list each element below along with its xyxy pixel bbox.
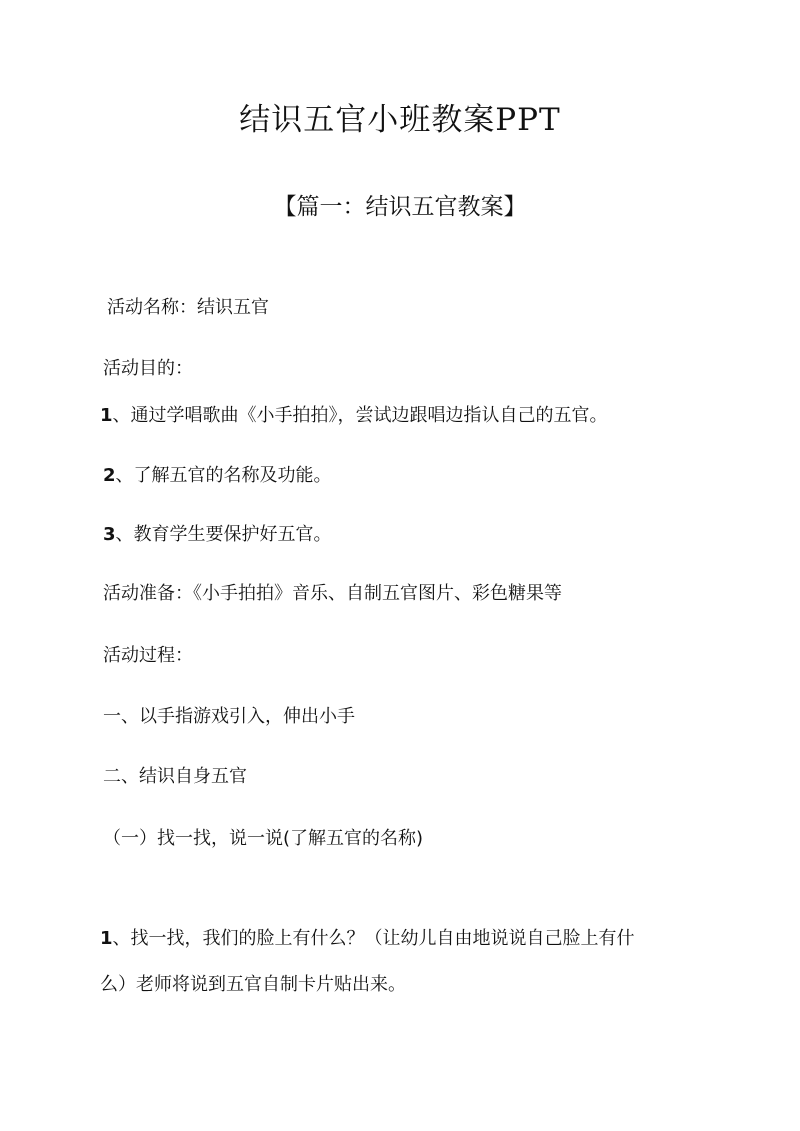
- item-text: 、找一找，我们的脸上有什么？（让幼儿自由地说说自己脸上有什: [112, 928, 635, 949]
- process-heading: 活动过程：: [103, 645, 193, 666]
- process-item-1: [100, 925, 635, 953]
- activity-name: 活动名称：结识五官: [107, 297, 269, 318]
- process-item-1-continued: 么）老师将说到五官自制卡片贴出来。: [100, 974, 406, 995]
- goal-item-1: [100, 402, 608, 430]
- goal-text: 、了解五官的名称及功能。: [115, 465, 332, 486]
- process-sub-step: （一）找一找，说一说(了解五官的名称): [103, 828, 424, 849]
- process-step-two: 二、结识自身五官: [103, 766, 247, 787]
- goal-number: 1: [100, 405, 113, 426]
- process-step-one: 一、以手指游戏引入，伸出小手: [103, 706, 355, 727]
- goals-heading: 活动目的：: [103, 358, 193, 379]
- activity-preparation: 活动准备：《小手拍拍》音乐、自制五官图片、彩色糖果等: [103, 583, 562, 604]
- goal-number: 3: [103, 524, 116, 545]
- goal-item-2: [103, 462, 332, 490]
- item-number: 1: [100, 928, 113, 949]
- goal-text: 、通过学唱歌曲《小手拍拍》，尝试边跟唱边指认自己的五官。: [112, 405, 608, 426]
- goal-item-3: [103, 521, 332, 549]
- document-title: 结识五官小班教案PPT: [239, 102, 561, 138]
- goal-number: 2: [103, 465, 116, 486]
- goal-text: 、教育学生要保护好五官。: [115, 524, 332, 545]
- document-subtitle: 【篇一：结识五官教案】: [273, 194, 527, 220]
